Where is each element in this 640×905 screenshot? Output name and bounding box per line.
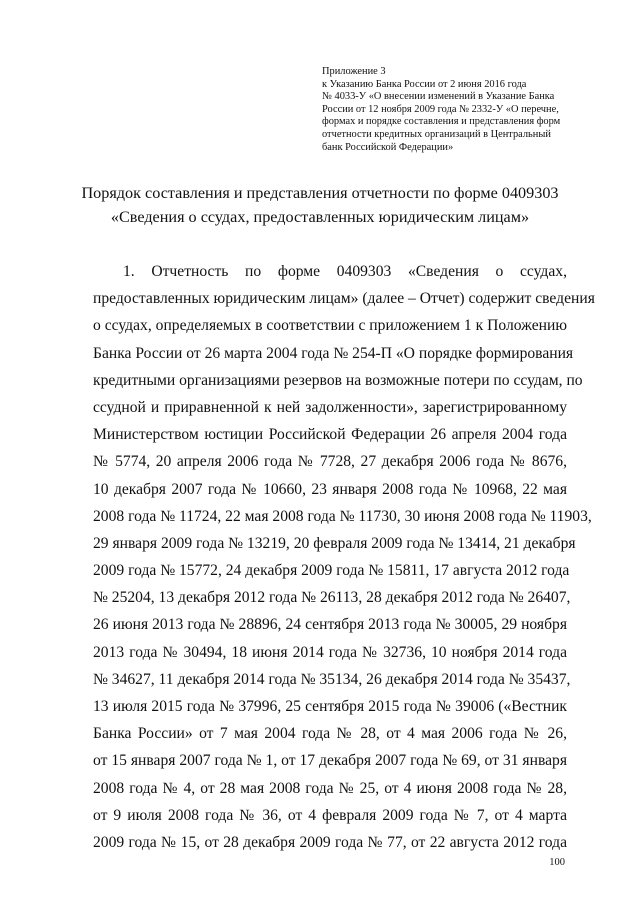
body-paragraph	[93, 258, 595, 856]
annex-line: банк Российской Федерации»	[322, 141, 454, 153]
paragraph-line: № 5774, 20 апреля 2006 года № 7728, 27 декабря 2006 года № 8676,	[93, 453, 567, 471]
paragraph-line: Министерством юстиции Российской Федерации 26 апреля 2004 года	[93, 426, 567, 444]
paragraph-line: 13 июля 2015 года № 37996, 25 сентября 2015 года № 39006 («Вестник	[93, 698, 567, 715]
paragraph-line: 2009 года № 15, от 28 декабря 2009 года № 77, от 22 августа 2012 года	[93, 833, 567, 851]
paragraph-line: 2013 года № 30494, 18 июня 2014 года № 32736, 10 ноября 2014 года	[93, 643, 567, 661]
title-line-1: Порядок составления и представления отчетности по форме 0409303	[81, 184, 559, 202]
paragraph-line: 10 декабря 2007 года № 10660, 23 января 2008 года № 10968, 22 мая	[93, 480, 567, 498]
paragraph-line: о ссудах, определяемых в соответствии с приложением 1 к Положению	[93, 317, 567, 335]
document-title	[40, 181, 600, 229]
paragraph-line: № 34627, 11 декабря 2014 года № 35134, 26 декабря 2014 года № 35437,	[93, 670, 571, 688]
paragraph-line: от 9 июля 2008 года № 36, от 4 февраля 2009 года № 7, от 4 марта	[93, 806, 567, 824]
annex-line: к Указанию Банка России от 2 июня 2016 года	[322, 78, 527, 90]
paragraph-line: предоставленных юридическим лицам» (далее – Отчет) содержит сведения	[93, 290, 595, 308]
paragraph-line: 26 июня 2013 года № 28896, 24 сентября 2013 года № 30005, 29 ноября	[93, 616, 567, 634]
title-line-2: «Сведения о ссудах, предоставленных юридическим лицам»	[110, 208, 530, 226]
paragraph-line: 2008 года № 4, от 28 мая 2008 года № 25, от 4 июня 2008 года № 28,	[93, 779, 567, 797]
paragraph-line: 29 января 2009 года № 13219, 20 февраля 2009 года № 13414, 21 декабря	[93, 534, 576, 552]
paragraph-line: № 25204, 13 декабря 2012 года № 26113, 28 декабря 2012 года № 26407,	[93, 589, 571, 607]
annex-line: России от 12 ноября 2009 года № 2332-У «О перечне,	[322, 103, 559, 115]
annex-line: № 4033-У «О внесении изменений в Указание Банка	[322, 91, 555, 103]
page-number: 100	[549, 857, 565, 868]
paragraph-line: Банка России» от 7 мая 2004 года № 28, от 4 мая 2006 года № 26,	[93, 725, 567, 743]
annex-line: формах и порядке составления и представления форм	[322, 116, 561, 128]
paragraph-line: ссудной и приравненной к ней задолженности», зарегистрированному	[93, 398, 567, 416]
annex-line: отчетности кредитных организаций в Центральный	[322, 128, 551, 140]
paragraph-line: 1. Отчетность по форме 0409303 «Сведения о ссудах,	[123, 263, 567, 280]
paragraph-line: Банка России от 26 марта 2004 года № 254-П «О порядке формирования	[93, 344, 574, 362]
paragraph-line: от 15 января 2007 года № 1, от 17 декабря 2007 года № 69, от 31 января	[93, 752, 567, 770]
paragraph-line: 2009 года № 15772, 24 декабря 2009 года № 15811, 17 августа 2012 года	[93, 562, 570, 580]
annex-line: Приложение 3	[322, 66, 386, 77]
paragraph-line: кредитными организациями резервов на возможные потери по ссудам, по	[93, 371, 583, 389]
annex-header	[322, 66, 584, 154]
paragraph-line: 2008 года № 11724, 22 мая 2008 года № 11730, 30 июня 2008 года № 11903,	[93, 507, 592, 525]
